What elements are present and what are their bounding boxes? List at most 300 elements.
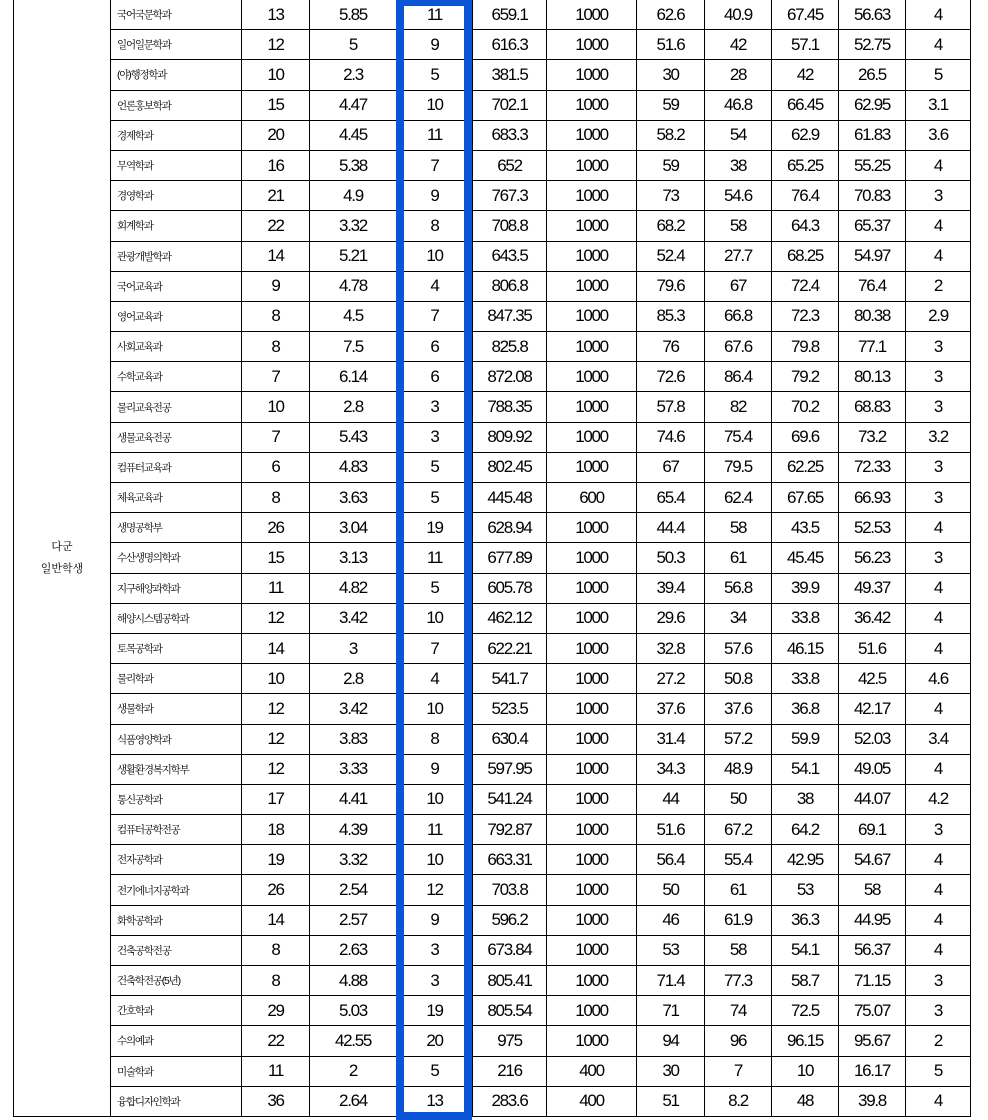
score-subject-1-cell: 31.4 (637, 724, 705, 754)
quota-cell: 16 (242, 150, 310, 180)
grade-cell: 3 (906, 332, 971, 362)
score-max-cell: 673.84 (473, 935, 547, 965)
score-max-cell: 622.21 (473, 633, 547, 663)
quota-cell: 8 (242, 935, 310, 965)
competition-ratio-cell: 4.78 (310, 271, 397, 301)
score-subject-1-cell: 59 (637, 150, 705, 180)
score-average-cell: 71.15 (839, 966, 906, 996)
score-subject-1-cell: 94 (637, 1026, 705, 1056)
score-average-cell: 70.83 (839, 181, 906, 211)
score-subject-3-cell: 65.25 (772, 150, 839, 180)
score-total-cell: 1000 (547, 211, 637, 241)
score-max-cell: 597.95 (473, 754, 547, 784)
score-average-cell: 80.13 (839, 362, 906, 392)
score-subject-3-cell: 48 (772, 1086, 839, 1116)
score-subject-1-cell: 53 (637, 935, 705, 965)
score-subject-1-cell: 73 (637, 181, 705, 211)
admitted-cell: 9 (397, 181, 473, 211)
department-name-cell: 컴퓨터공학전공 (111, 815, 242, 845)
admitted-cell: 19 (397, 513, 473, 543)
quota-cell: 7 (242, 362, 310, 392)
department-name-cell: 전기에너지공학과 (111, 875, 242, 905)
score-total-cell: 1000 (547, 301, 637, 331)
score-max-cell: 381.5 (473, 60, 547, 90)
grade-cell: 4 (906, 150, 971, 180)
score-subject-3-cell: 66.45 (772, 90, 839, 120)
department-name-cell: 사회교육과 (111, 332, 242, 362)
score-subject-3-cell: 72.3 (772, 301, 839, 331)
grade-cell: 3.4 (906, 724, 971, 754)
score-subject-1-cell: 52.4 (637, 241, 705, 271)
score-subject-2-cell: 82 (705, 392, 772, 422)
score-max-cell: 628.94 (473, 513, 547, 543)
table-row (14, 815, 971, 845)
score-total-cell: 1000 (547, 966, 637, 996)
table-row (14, 724, 971, 754)
score-average-cell: 54.97 (839, 241, 906, 271)
admitted-cell: 5 (397, 1056, 473, 1086)
quota-cell: 8 (242, 966, 310, 996)
quota-cell: 9 (242, 271, 310, 301)
score-average-cell: 51.6 (839, 633, 906, 663)
table-row (14, 966, 971, 996)
admitted-cell: 11 (397, 543, 473, 573)
score-average-cell: 62.95 (839, 90, 906, 120)
admitted-cell: 8 (397, 724, 473, 754)
grade-cell: 4.6 (906, 664, 971, 694)
admitted-cell: 9 (397, 905, 473, 935)
score-total-cell: 1000 (547, 633, 637, 663)
department-name-cell: 경제학과 (111, 120, 242, 150)
grade-cell: 3 (906, 362, 971, 392)
score-subject-1-cell: 56.4 (637, 845, 705, 875)
score-max-cell: 663.31 (473, 845, 547, 875)
quota-cell: 22 (242, 211, 310, 241)
quota-cell: 14 (242, 633, 310, 663)
group-label-line-1: 다군 (51, 540, 73, 553)
score-max-cell: 445.48 (473, 483, 547, 513)
score-total-cell: 1000 (547, 90, 637, 120)
score-average-cell: 52.53 (839, 513, 906, 543)
competition-ratio-cell: 7.5 (310, 332, 397, 362)
score-max-cell: 683.3 (473, 120, 547, 150)
grade-cell: 4 (906, 905, 971, 935)
competition-ratio-cell: 5.38 (310, 150, 397, 180)
score-average-cell: 49.37 (839, 573, 906, 603)
competition-ratio-cell: 5.43 (310, 422, 397, 452)
group-label-line-2: 일반학생 (40, 562, 84, 575)
quota-cell: 19 (242, 845, 310, 875)
score-average-cell: 58 (839, 875, 906, 905)
quota-cell: 10 (242, 392, 310, 422)
table-row (14, 120, 971, 150)
score-max-cell: 805.41 (473, 966, 547, 996)
admitted-cell: 3 (397, 392, 473, 422)
grade-cell: 2 (906, 271, 971, 301)
score-subject-1-cell: 51 (637, 1086, 705, 1116)
competition-ratio-cell: 3.42 (310, 603, 397, 633)
table-row (14, 452, 971, 482)
table-row (14, 211, 971, 241)
score-subject-2-cell: 67.2 (705, 815, 772, 845)
table-row (14, 483, 971, 513)
department-name-cell: 식품영양학과 (111, 724, 242, 754)
table-row (14, 332, 971, 362)
department-name-cell: 통신공학과 (111, 784, 242, 814)
department-name-cell: 융합디자인학과 (111, 1086, 242, 1116)
grade-cell: 3 (906, 181, 971, 211)
admitted-cell: 10 (397, 845, 473, 875)
score-subject-2-cell: 74 (705, 996, 772, 1026)
score-total-cell: 1000 (547, 573, 637, 603)
score-subject-3-cell: 59.9 (772, 724, 839, 754)
competition-ratio-cell: 2.57 (310, 905, 397, 935)
admitted-cell: 10 (397, 784, 473, 814)
score-subject-3-cell: 70.2 (772, 392, 839, 422)
score-subject-1-cell: 51.6 (637, 815, 705, 845)
score-subject-1-cell: 30 (637, 60, 705, 90)
quota-cell: 10 (242, 664, 310, 694)
score-subject-2-cell: 55.4 (705, 845, 772, 875)
score-subject-1-cell: 44.4 (637, 513, 705, 543)
department-name-cell: 언론홍보학과 (111, 90, 242, 120)
grade-cell: 4 (906, 603, 971, 633)
grade-cell: 4 (906, 845, 971, 875)
score-average-cell: 56.23 (839, 543, 906, 573)
table-row (14, 362, 971, 392)
score-subject-3-cell: 58.7 (772, 966, 839, 996)
admitted-cell: 11 (397, 120, 473, 150)
score-total-cell: 1000 (547, 754, 637, 784)
quota-cell: 14 (242, 241, 310, 271)
score-subject-2-cell: 27.7 (705, 241, 772, 271)
score-average-cell: 54.67 (839, 845, 906, 875)
score-subject-1-cell: 27.2 (637, 664, 705, 694)
admitted-cell: 6 (397, 362, 473, 392)
score-average-cell: 56.37 (839, 935, 906, 965)
score-average-cell: 61.83 (839, 120, 906, 150)
score-total-cell: 1000 (547, 422, 637, 452)
grade-cell: 2.9 (906, 301, 971, 331)
score-subject-3-cell: 45.45 (772, 543, 839, 573)
table-row (14, 664, 971, 694)
table-row (14, 996, 971, 1026)
competition-ratio-cell: 3.13 (310, 543, 397, 573)
competition-ratio-cell: 3.32 (310, 211, 397, 241)
table-row (14, 271, 971, 301)
table-row (14, 513, 971, 543)
admitted-cell: 10 (397, 241, 473, 271)
competition-ratio-cell: 2.63 (310, 935, 397, 965)
table-row (14, 633, 971, 663)
admitted-cell: 12 (397, 875, 473, 905)
quota-cell: 12 (242, 694, 310, 724)
competition-ratio-cell: 4.39 (310, 815, 397, 845)
grade-cell: 3 (906, 452, 971, 482)
score-max-cell: 975 (473, 1026, 547, 1056)
score-subject-3-cell: 36.3 (772, 905, 839, 935)
score-total-cell: 1000 (547, 60, 637, 90)
score-average-cell: 56.63 (839, 0, 906, 30)
score-total-cell: 1000 (547, 543, 637, 573)
competition-ratio-cell: 2 (310, 1056, 397, 1086)
department-name-cell: 물리교육전공 (111, 392, 242, 422)
table-row (14, 694, 971, 724)
competition-ratio-cell: 4.5 (310, 301, 397, 331)
score-total-cell: 1000 (547, 935, 637, 965)
admitted-cell: 3 (397, 966, 473, 996)
score-subject-1-cell: 79.6 (637, 271, 705, 301)
score-subject-1-cell: 37.6 (637, 694, 705, 724)
department-name-cell: 건축공학전공 (111, 935, 242, 965)
department-name-cell: 체육교육과 (111, 483, 242, 513)
table-row (14, 150, 971, 180)
table-row (14, 603, 971, 633)
admitted-cell: 19 (397, 996, 473, 1026)
score-subject-2-cell: 75.4 (705, 422, 772, 452)
grade-cell: 4 (906, 935, 971, 965)
competition-ratio-cell: 2.54 (310, 875, 397, 905)
score-total-cell: 1000 (547, 664, 637, 694)
department-name-cell: 회계학과 (111, 211, 242, 241)
score-subject-1-cell: 68.2 (637, 211, 705, 241)
admitted-cell: 10 (397, 603, 473, 633)
quota-cell: 36 (242, 1086, 310, 1116)
score-subject-1-cell: 71.4 (637, 966, 705, 996)
admission-group-cell (14, 0, 111, 1116)
score-total-cell: 1000 (547, 1026, 637, 1056)
score-average-cell: 65.37 (839, 211, 906, 241)
score-average-cell: 36.42 (839, 603, 906, 633)
grade-cell: 4 (906, 211, 971, 241)
table-row (14, 1026, 971, 1056)
table-row (14, 1056, 971, 1086)
score-max-cell: 825.8 (473, 332, 547, 362)
score-max-cell: 541.7 (473, 664, 547, 694)
grade-cell: 4 (906, 30, 971, 60)
score-max-cell: 788.35 (473, 392, 547, 422)
department-name-cell: 토목공학과 (111, 633, 242, 663)
quota-cell: 7 (242, 422, 310, 452)
table-row (14, 181, 971, 211)
admitted-cell: 5 (397, 452, 473, 482)
competition-ratio-cell: 3.32 (310, 845, 397, 875)
score-average-cell: 44.95 (839, 905, 906, 935)
score-subject-3-cell: 57.1 (772, 30, 839, 60)
competition-ratio-cell: 2.8 (310, 392, 397, 422)
score-total-cell: 1000 (547, 513, 637, 543)
competition-ratio-cell: 5 (310, 30, 397, 60)
score-subject-2-cell: 40.9 (705, 0, 772, 30)
score-subject-2-cell: 96 (705, 1026, 772, 1056)
grade-cell: 3 (906, 996, 971, 1026)
score-subject-1-cell: 30 (637, 1056, 705, 1086)
score-subject-2-cell: 67 (705, 271, 772, 301)
quota-cell: 22 (242, 1026, 310, 1056)
admitted-cell: 7 (397, 633, 473, 663)
quota-cell: 17 (242, 784, 310, 814)
score-subject-3-cell: 72.4 (772, 271, 839, 301)
quota-cell: 21 (242, 181, 310, 211)
competition-ratio-cell: 6.14 (310, 362, 397, 392)
grade-cell: 4 (906, 573, 971, 603)
quota-cell: 12 (242, 724, 310, 754)
department-name-cell: 수학교육과 (111, 362, 242, 392)
score-average-cell: 73.2 (839, 422, 906, 452)
table-row (14, 60, 971, 90)
quota-cell: 12 (242, 754, 310, 784)
score-max-cell: 702.1 (473, 90, 547, 120)
score-subject-3-cell: 10 (772, 1056, 839, 1086)
admitted-cell: 7 (397, 301, 473, 331)
admitted-cell: 3 (397, 422, 473, 452)
score-average-cell: 69.1 (839, 815, 906, 845)
score-max-cell: 872.08 (473, 362, 547, 392)
score-max-cell: 643.5 (473, 241, 547, 271)
score-subject-2-cell: 67.6 (705, 332, 772, 362)
score-subject-2-cell: 8.2 (705, 1086, 772, 1116)
grade-cell: 3 (906, 966, 971, 996)
table-row (14, 784, 971, 814)
grade-cell: 4 (906, 694, 971, 724)
quota-cell: 15 (242, 90, 310, 120)
admitted-cell: 5 (397, 60, 473, 90)
score-subject-3-cell: 42.95 (772, 845, 839, 875)
admitted-cell: 5 (397, 483, 473, 513)
department-name-cell: 영어교육과 (111, 301, 242, 331)
score-average-cell: 55.25 (839, 150, 906, 180)
admitted-cell: 9 (397, 754, 473, 784)
quota-cell: 18 (242, 815, 310, 845)
quota-cell: 20 (242, 120, 310, 150)
score-total-cell: 1000 (547, 0, 637, 30)
table-row (14, 301, 971, 331)
quota-cell: 8 (242, 483, 310, 513)
department-name-cell: 건축학전공(5년) (111, 966, 242, 996)
quota-cell: 11 (242, 573, 310, 603)
admitted-cell: 8 (397, 211, 473, 241)
score-average-cell: 42.5 (839, 664, 906, 694)
admitted-cell: 6 (397, 332, 473, 362)
score-max-cell: 805.54 (473, 996, 547, 1026)
score-max-cell: 792.87 (473, 815, 547, 845)
competition-ratio-cell: 5.03 (310, 996, 397, 1026)
score-average-cell: 72.33 (839, 452, 906, 482)
score-subject-3-cell: 43.5 (772, 513, 839, 543)
table-row (14, 422, 971, 452)
score-total-cell: 1000 (547, 724, 637, 754)
score-average-cell: 52.75 (839, 30, 906, 60)
score-subject-2-cell: 56.8 (705, 573, 772, 603)
grade-cell: 4 (906, 633, 971, 663)
competition-ratio-cell: 4.88 (310, 966, 397, 996)
score-max-cell: 596.2 (473, 905, 547, 935)
quota-cell: 10 (242, 60, 310, 90)
table-body (14, 0, 971, 1116)
score-total-cell: 1000 (547, 30, 637, 60)
score-total-cell: 1000 (547, 875, 637, 905)
department-name-cell: 관광개발학과 (111, 241, 242, 271)
department-name-cell: 물리학과 (111, 664, 242, 694)
admitted-cell: 11 (397, 0, 473, 30)
score-subject-2-cell: 48.9 (705, 754, 772, 784)
table-row (14, 0, 971, 30)
admitted-cell: 11 (397, 815, 473, 845)
grade-cell: 4 (906, 875, 971, 905)
score-subject-1-cell: 29.6 (637, 603, 705, 633)
score-subject-3-cell: 67.65 (772, 483, 839, 513)
department-name-cell: 화학공학과 (111, 905, 242, 935)
admitted-cell: 7 (397, 150, 473, 180)
score-subject-3-cell: 79.8 (772, 332, 839, 362)
quota-cell: 6 (242, 452, 310, 482)
score-subject-3-cell: 54.1 (772, 935, 839, 965)
score-max-cell: 708.8 (473, 211, 547, 241)
score-max-cell: 605.78 (473, 573, 547, 603)
score-subject-3-cell: 68.25 (772, 241, 839, 271)
score-subject-1-cell: 71 (637, 996, 705, 1026)
score-total-cell: 1000 (547, 332, 637, 362)
grade-cell: 3.6 (906, 120, 971, 150)
grade-cell: 3 (906, 483, 971, 513)
score-subject-2-cell: 79.5 (705, 452, 772, 482)
quota-cell: 15 (242, 543, 310, 573)
department-name-cell: 생물교육전공 (111, 422, 242, 452)
score-max-cell: 802.45 (473, 452, 547, 482)
grade-cell: 4 (906, 754, 971, 784)
competition-ratio-cell: 2.64 (310, 1086, 397, 1116)
grade-cell: 4 (906, 1086, 971, 1116)
department-name-cell: 무역학과 (111, 150, 242, 180)
score-max-cell: 462.12 (473, 603, 547, 633)
table-row (14, 875, 971, 905)
competition-ratio-cell: 4.83 (310, 452, 397, 482)
score-subject-3-cell: 79.2 (772, 362, 839, 392)
table-row (14, 543, 971, 573)
score-average-cell: 66.93 (839, 483, 906, 513)
grade-cell: 3.2 (906, 422, 971, 452)
department-name-cell: 수산생명의학과 (111, 543, 242, 573)
competition-ratio-cell: 5.85 (310, 0, 397, 30)
admitted-cell: 13 (397, 1086, 473, 1116)
score-subject-2-cell: 46.8 (705, 90, 772, 120)
score-subject-3-cell: 33.8 (772, 664, 839, 694)
quota-cell: 13 (242, 0, 310, 30)
score-average-cell: 68.83 (839, 392, 906, 422)
score-average-cell: 77.1 (839, 332, 906, 362)
score-subject-2-cell: 61.9 (705, 905, 772, 935)
admitted-cell: 3 (397, 935, 473, 965)
score-subject-2-cell: 28 (705, 60, 772, 90)
score-subject-1-cell: 76 (637, 332, 705, 362)
grade-cell: 5 (906, 60, 971, 90)
department-name-cell: 생물학과 (111, 694, 242, 724)
quota-cell: 11 (242, 1056, 310, 1086)
competition-ratio-cell: 2.8 (310, 664, 397, 694)
score-subject-3-cell: 76.4 (772, 181, 839, 211)
department-name-cell: 미술학과 (111, 1056, 242, 1086)
score-subject-1-cell: 62.6 (637, 0, 705, 30)
score-average-cell: 95.67 (839, 1026, 906, 1056)
score-max-cell: 809.92 (473, 422, 547, 452)
department-name-cell: 생명공학부 (111, 513, 242, 543)
quota-cell: 26 (242, 875, 310, 905)
score-subject-2-cell: 42 (705, 30, 772, 60)
score-max-cell: 703.8 (473, 875, 547, 905)
quota-cell: 26 (242, 513, 310, 543)
score-total-cell: 1000 (547, 603, 637, 633)
score-subject-3-cell: 33.8 (772, 603, 839, 633)
